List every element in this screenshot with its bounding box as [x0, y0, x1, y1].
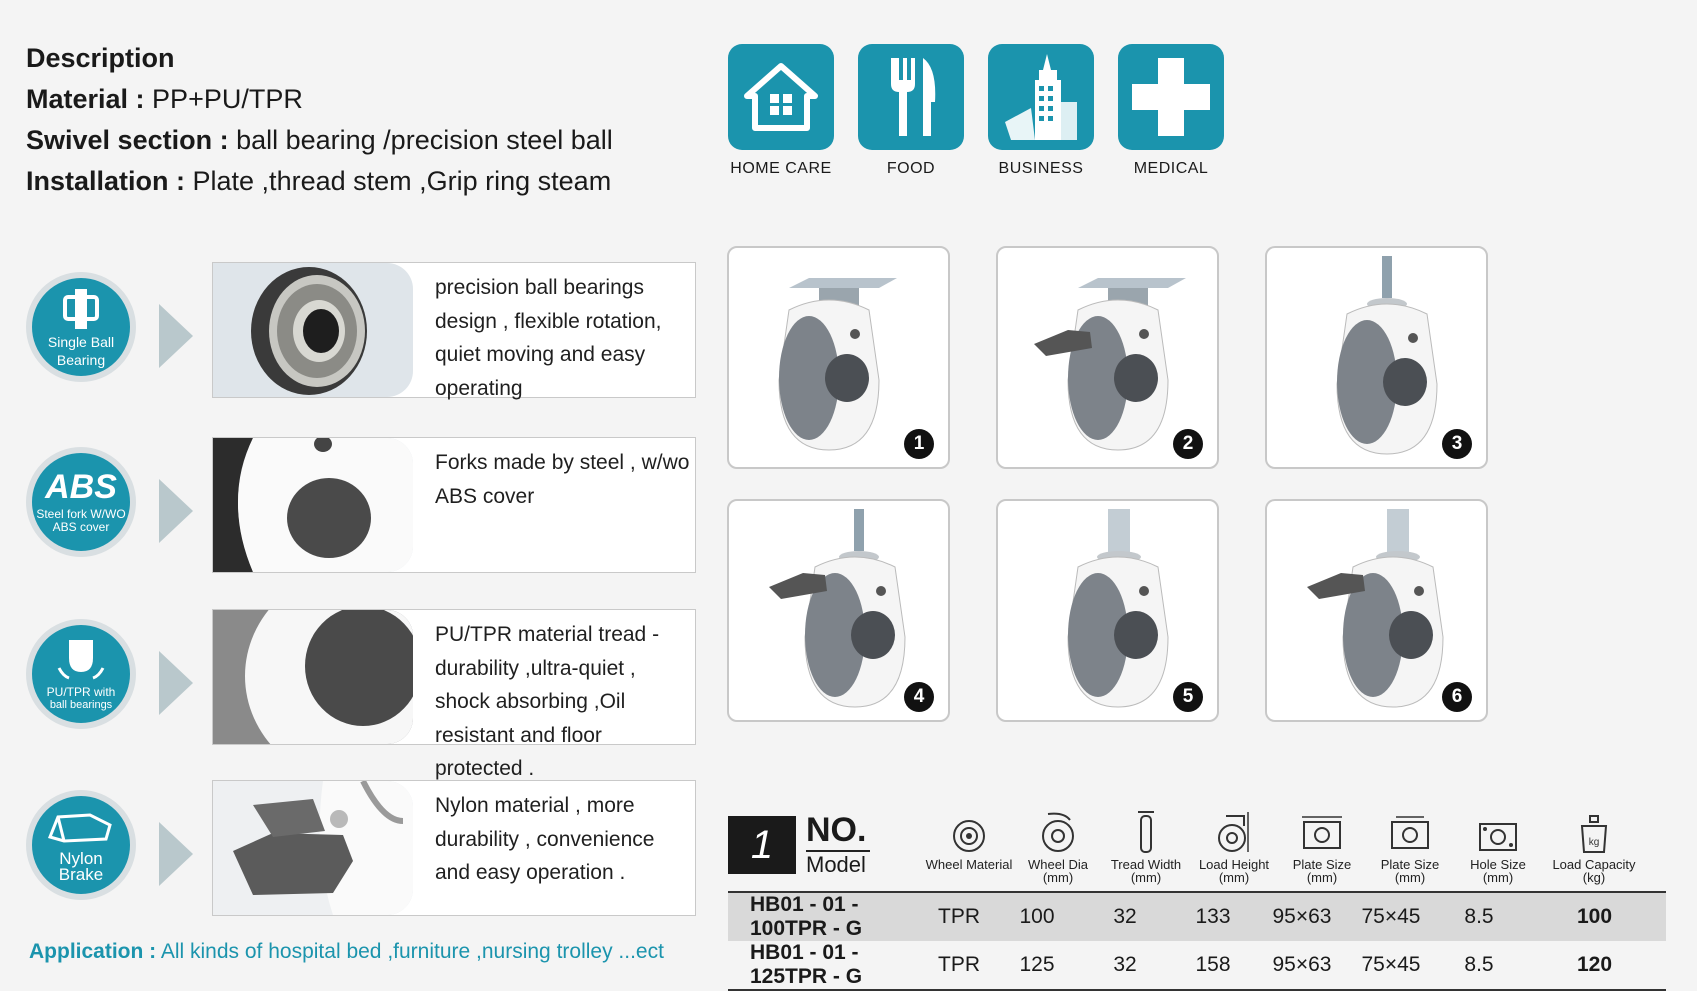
product-stem-brake-caster: [1265, 499, 1488, 722]
product-stem-caster: [996, 499, 1219, 722]
app-medical: MEDICAL: [1118, 44, 1224, 178]
col-load-height: Load Height (mm): [1190, 808, 1278, 884]
arrow-icon: [159, 651, 193, 715]
no-label: NO.: [806, 811, 867, 849]
product-plate-brake-caster: [996, 246, 1219, 469]
medical-cross-icon: [1118, 44, 1224, 150]
product-number: 2: [1173, 429, 1203, 459]
model-label: Model: [806, 850, 870, 878]
application-line: Application : All kinds of hospital bed ,furniture ,nursing trolley ...ect: [29, 940, 664, 963]
description-title: Description: [26, 43, 175, 73]
material-line: Material : PP+PU/TPR: [26, 84, 303, 114]
fork-photo: [213, 438, 413, 572]
swivel-line: Swivel section : ball bearing /precision steel ball: [26, 125, 613, 155]
feature-text: PU/TPR material tread - durability ,ultra-quiet , shock absorbing ,Oil resistant and floor protected .: [435, 623, 660, 780]
brake-photo: [213, 781, 413, 915]
arrow-icon: [159, 479, 193, 543]
product-thread-caster: [1265, 246, 1488, 469]
abs-badge: ABS Steel fork W/WO ABS cover: [26, 447, 136, 557]
tread-photo: [213, 610, 413, 744]
spec-number: 1: [728, 816, 796, 874]
weight-icon: [1542, 808, 1646, 854]
svg-text:kg: kg: [1588, 837, 1600, 848]
col-plate-size-a: Plate Size (mm): [1278, 808, 1366, 884]
fork-knife-icon: [858, 44, 964, 150]
abs-title: ABS: [45, 468, 117, 506]
feature-text: Nylon material , more durability , convenience and easy operation .: [435, 794, 655, 884]
product-number: 4: [904, 682, 934, 712]
col-plate-size-b: Plate Size (mm): [1366, 808, 1454, 884]
app-business: BUSINESS: [988, 44, 1094, 178]
feature-fork: [26, 437, 696, 575]
bearing-icon: [61, 287, 101, 331]
product-plate-caster: [727, 246, 950, 469]
col-wheel-dia: Wheel Dia (mm): [1014, 808, 1102, 884]
bearing-badge: Single Ball Bearing: [26, 272, 136, 382]
building-icon: [988, 44, 1094, 150]
brake-icon: [44, 807, 118, 847]
col-wheel-material: Wheel Material: [924, 808, 1014, 871]
hole-size-icon: [1454, 808, 1542, 854]
feature-text: precision ball bearings design , flexible rotation, quiet moving and easy operating: [435, 276, 662, 400]
wheel-material-icon: [924, 808, 1014, 854]
feature-brake: [26, 780, 696, 918]
col-tread-width: Tread Width (mm): [1102, 808, 1190, 884]
feature-bearing: [26, 262, 696, 400]
tread-badge: PU/TPR with ball bearings: [26, 619, 136, 729]
spec-table-block: [728, 808, 1666, 988]
wheel-tread-icon: [51, 638, 111, 682]
spec-header: [728, 808, 1666, 892]
installation-line: Installation : Plate ,thread stem ,Grip ring steam: [26, 166, 612, 196]
arrow-icon: [159, 822, 193, 886]
product-thread-brake-caster: [727, 499, 950, 722]
house-icon: [728, 44, 834, 150]
brake-badge: Nylon Brake: [26, 790, 136, 900]
description-block: [26, 38, 613, 202]
bearing-photo: [213, 263, 413, 397]
feature-tread: [26, 609, 696, 780]
product-number: 5: [1173, 682, 1203, 712]
col-load-capacity: kg Load Capacity (kg): [1542, 808, 1646, 884]
plate-size-icon: [1278, 808, 1366, 854]
table-row: HB01 - 01 - 100TPR - G TPR 100 32 133 95×63 75×45 8.5 100: [728, 892, 1666, 941]
feature-text: Forks made by steel , w/wo ABS cover: [435, 451, 690, 508]
product-number: 6: [1442, 682, 1472, 712]
table-row: HB01 - 01 - 125TPR - G TPR 125 32 158 95×63 75×45 8.5 120: [728, 941, 1666, 990]
load-height-icon: [1190, 808, 1278, 854]
product-number: 3: [1442, 429, 1472, 459]
col-hole-size: Hole Size (mm): [1454, 808, 1542, 884]
app-food: FOOD: [858, 44, 964, 178]
application-icons: [728, 44, 1224, 178]
wheel-dia-icon: [1014, 808, 1102, 854]
product-number: 1: [904, 429, 934, 459]
tread-width-icon: [1102, 808, 1190, 854]
app-home-care: HOME CARE: [728, 44, 834, 178]
arrow-icon: [159, 304, 193, 368]
spec-table: [728, 891, 1666, 991]
plate-size-icon: [1366, 808, 1454, 854]
